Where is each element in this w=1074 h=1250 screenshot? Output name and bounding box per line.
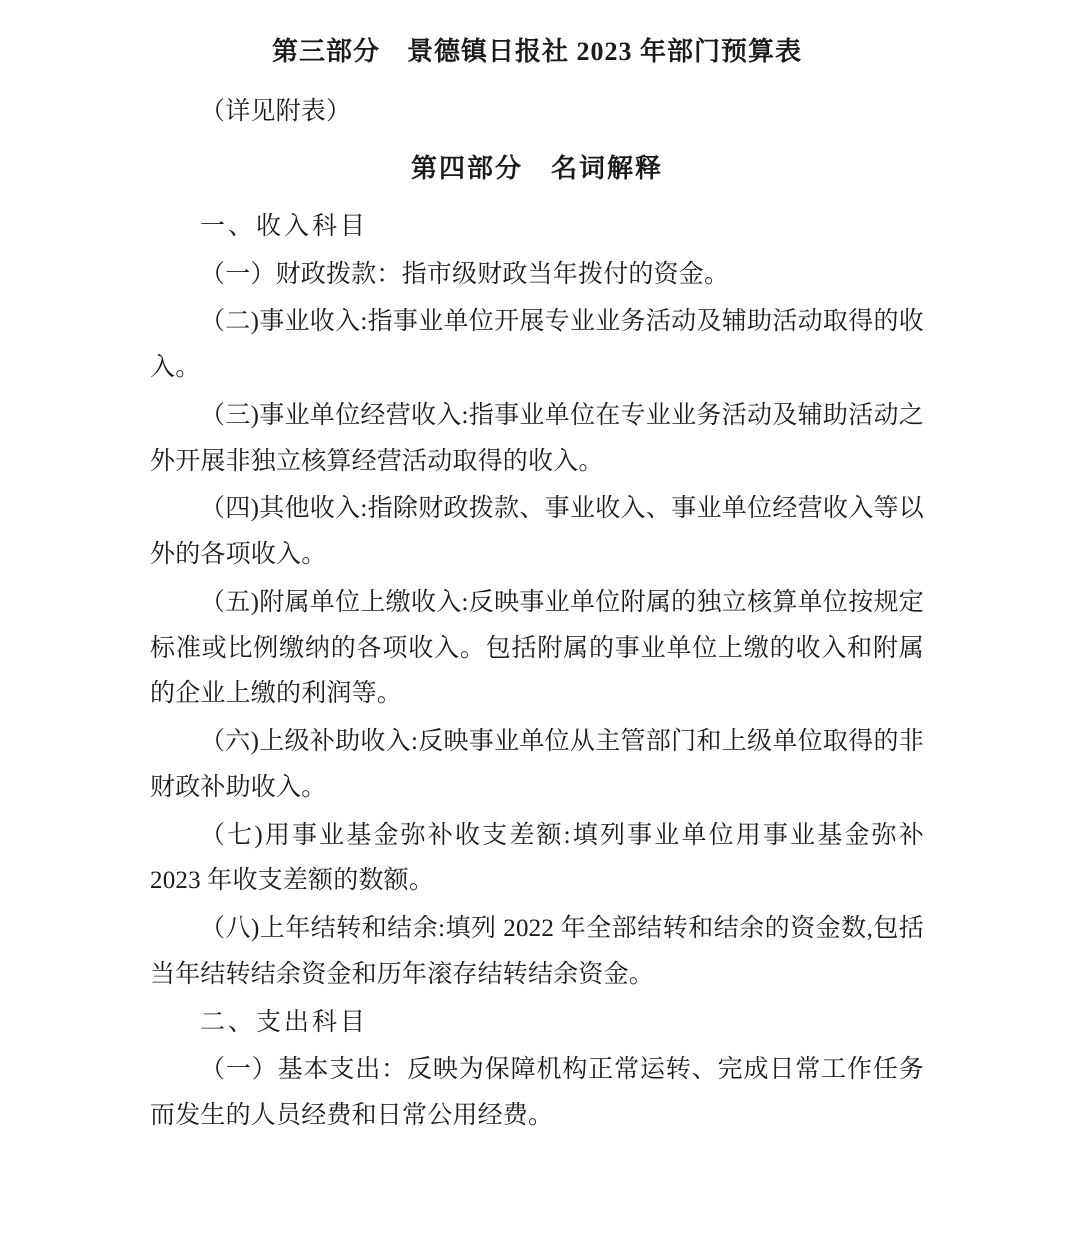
paragraph-income-1: （一）财政拨款：指市级财政当年拨付的资金。 [200,260,730,288]
paragraph-income-6: （六)上级补助收入:反映事业单位从主管部门和上级单位取得的非财政补助收入。 [150,728,924,801]
paragraph-income-8: （八)上年结转和结余:填列 2022 年全部结转和结余的资金数,包括当年结转结余资金和历年滚存结转结余资金。 [150,915,924,988]
section-3-note: （详见附表） [200,98,352,125]
section-4-title: 第四部分 名词解释 [410,153,663,183]
heading-income-subjects: 一、收入科目 [200,212,369,240]
paragraph-expense-1: （一）基本支出：反映为保障机构正常运转、完成日常工作任务而发生的人员经费和日常公用经费。 [150,1056,924,1129]
heading-expense-subjects: 二、支出科目 [200,1008,369,1036]
paragraph-income-7: （七)用事业基金弥补收支差额:填列事业单位用事业基金弥补 2023 年收支差额的数额。 [150,821,924,895]
paragraph-income-3: （三)事业单位经营收入:指事业单位在专业业务活动及辅助活动之外开展非独立核算经营活动取得的收入。 [150,401,924,475]
paragraph-income-4: （四)其他收入:指除财政拨款、事业收入、事业单位经营收入等以外的各项收入。 [150,495,924,568]
paragraph-income-2: （二)事业收入:指事业单位开展专业业务活动及辅助活动取得的收入。 [150,308,924,381]
section-3-title: 第三部分 景德镇日报社 2023 年部门预算表 [271,37,802,66]
paragraph-income-5: （五)附属单位上缴收入:反映事业单位附属的独立核算单位按规定标准或比例缴纳的各项收入。包括附属的事业单位上缴的收入和附属的企业上缴的利润等。 [150,588,924,708]
